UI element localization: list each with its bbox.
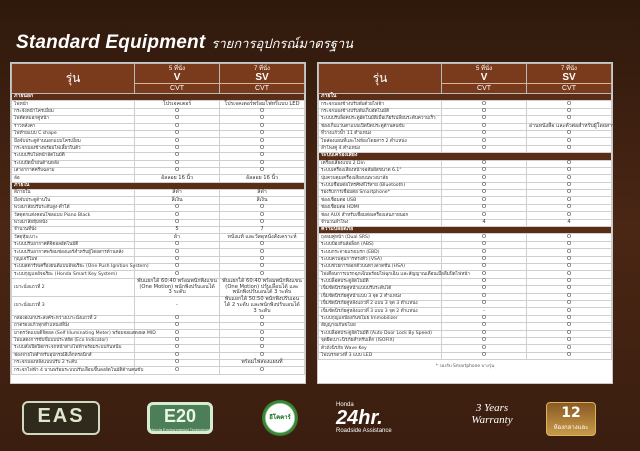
value-sv: อ่านหนังสือ และตัวต่อสำหรับผู้โดยสาร [527, 123, 612, 130]
feature-name: จำนวนที่นั่ง [12, 227, 135, 234]
feature-name: กระจกมองข้างปรับพับด้วยไฟฟ้า [319, 101, 442, 108]
value-v: O [135, 145, 220, 152]
value-v: O [135, 167, 220, 174]
value-v: O [442, 175, 527, 182]
feature-name: ระบบล็อคประตูอัตโนมัติ (Auto Door Lock By Speed) [319, 330, 442, 337]
value-v: O [135, 138, 220, 145]
section-header [319, 227, 612, 234]
feature-name: ปุ่มควบคุมเครื่องเสียงบนพวงมาลัย [319, 175, 442, 182]
value-sv: O [527, 249, 612, 256]
feature-name: เข็มขัดนิรภัยคู่หน้าแบบ 3 จุด 2 ตำแหน่ง [319, 293, 442, 300]
value-v: O [135, 271, 220, 278]
value-v: O [442, 330, 527, 337]
value-v: พับแยกได้ 60:40 พร้อมพนักพิงแขน (One Motion) พนักพิงปรับเอนได้ 3 ระดับ [135, 278, 220, 296]
twelve-number: 12 [561, 405, 581, 421]
feature-name: ระบบปัดน้ำฝนด้านหลัง [12, 160, 135, 167]
value-sv: O [527, 241, 612, 248]
table-row [319, 241, 612, 248]
value-v: O [442, 138, 527, 145]
feature-name: ไฟท้ายแบบ C shape [12, 130, 135, 137]
table-row [12, 297, 305, 315]
value-v: O [442, 249, 527, 256]
feature-name: ช่องเชื่อมต่อ HDMI [319, 204, 442, 211]
feature-name: ลำโพงคู่ 4 ตำแหน่ง [319, 145, 442, 152]
model-column-v: 5 ที่นั่ง V CVT [135, 64, 220, 94]
table-row [319, 263, 612, 270]
value-v: O [442, 130, 527, 137]
model-label: รุ่น [12, 64, 135, 94]
feature-name: ถุงลมคู่หน้า (Dual SRS) [319, 234, 442, 241]
table-row [319, 167, 612, 174]
value-v: O [442, 345, 527, 352]
value-v: - [442, 308, 527, 315]
value-v: O [442, 263, 527, 270]
value-sv: O [220, 153, 305, 160]
value-sv: O [527, 323, 612, 330]
value-sv: O [527, 256, 612, 263]
value-sv: O [527, 190, 612, 197]
e20-caption: Honda Environmental Technology [150, 427, 210, 432]
value-v: O [135, 337, 220, 344]
feature-name: ระบบกุญแจป้องกันขโมย Immobilizer [319, 315, 442, 322]
model-column-sv: 7 ที่นั่ง SV CVT [220, 64, 305, 94]
value-v: O [135, 249, 220, 256]
value-sv: O [527, 212, 612, 219]
feature-name: ไฟส่องแผนที่และไฟห้องโดยสาร 2 ตำแหน่ง [319, 138, 442, 145]
value-v: O [442, 293, 527, 300]
value-sv: O [220, 249, 305, 256]
section-header [319, 153, 612, 160]
value-sv: O [527, 138, 612, 145]
value-sv: หนังแท้ และวัสดุหนังสังเคราะห์ [220, 234, 305, 241]
feature-name: มือจับประตูด้านใน [12, 197, 135, 204]
model-column-sv: 7 ที่นั่ง SV CVT [527, 64, 612, 94]
value-sv: O [527, 175, 612, 182]
feature-name: ตัวถังนิรภัย Wave Key [319, 345, 442, 352]
value-v: O [135, 212, 220, 219]
table-row [12, 278, 305, 296]
feature-name: เครื่องเสียงแบบ 2 Din [319, 160, 442, 167]
feature-name: ระบบกุญแจอัจฉริยะ (Honda Smart Key System) [12, 271, 135, 278]
eco-car-logo: อีโคคาร์ [262, 400, 298, 436]
e20-logo-text: E20 [163, 406, 197, 426]
value-sv: O [220, 322, 305, 329]
table-row [319, 300, 612, 307]
table-row [319, 337, 612, 344]
value-v: O [135, 315, 220, 322]
feature-name: ระบบช่วยการออกตัวบนทางลาดชัน (HSA) [319, 263, 442, 270]
value-v: O [442, 204, 527, 211]
table-row [12, 153, 305, 160]
value-sv: อัลลอย 16 นิ้ว [220, 175, 305, 182]
value-v: O [442, 352, 527, 359]
feature-name: ไฟแสดงการขับขี่แบบประหยัด (Eco Indicator) [12, 337, 135, 344]
feature-name: ช่องจ่ายไฟสำหรับอุปกรณ์อิเล็กทรอนิกส์ [12, 352, 135, 359]
section-header [319, 94, 612, 101]
feature-name: ระบบล็อคประตูอัตโนมัติ [319, 278, 442, 285]
feature-name: ระบบสตาร์ทเครื่องยนต์แบบอัจฉริยะ (One Push Ignition System) [12, 263, 135, 270]
logo-strip [0, 398, 640, 442]
value-v: O [442, 108, 527, 115]
feature-name: สัญญาณกันขโมย [319, 323, 442, 330]
table-row [12, 116, 305, 123]
value-sv: O [527, 197, 612, 204]
feature-name: เบาะนั่งแถวที่ 2 [12, 278, 135, 296]
value-sv: O [527, 108, 612, 115]
feature-name: รองรับการเชื่อมต่อ Smartphone* [319, 190, 442, 197]
table-row [319, 204, 612, 211]
value-sv: O [527, 337, 612, 344]
feature-name: ระบบเชื่อมต่อโทรศัพท์ไร้สาย (Bluetooth) [319, 182, 442, 189]
feature-name: กุญแจรีโมท [12, 256, 135, 263]
value-sv: O [527, 345, 612, 352]
feature-name: ระบบปรับไฟหน้าอัตโนมัติ [12, 153, 135, 160]
feature-name: ระบบปรับล็อคประตูอัตโนมัติเมื่อเกียร์เปลี่ยนระดับความเร็ว [319, 116, 442, 123]
feature-name: วัสดุตกแต่งคอนโซลแบบ Piano Black [12, 212, 135, 219]
eas-logo: EAS [22, 401, 100, 435]
table-row [12, 190, 305, 197]
feature-name: ล้อ [12, 175, 135, 182]
value-v: O [135, 116, 220, 123]
value-v: อัลลอย 16 นิ้ว [135, 175, 220, 182]
table-row [12, 322, 305, 329]
e20-logo [147, 402, 213, 434]
value-sv: O [527, 330, 612, 337]
value-v: สีเงิน [135, 197, 220, 204]
value-v: สีดำ [135, 190, 220, 197]
value-sv: O [220, 138, 305, 145]
value-v: O [442, 278, 527, 285]
value-sv: O [220, 145, 305, 152]
feature-name: ระบบปรับอากาศดิจิตอลอัตโนมัติ [12, 241, 135, 248]
feature-name: ระบบป้องกันล้อล็อก (ABS) [319, 241, 442, 248]
value-sv: O [527, 167, 612, 174]
footnote: * รองรับ Smartphone บางรุ่น [435, 364, 495, 370]
feature-name: ไฟตัดหมอกคู่หน้า [12, 116, 135, 123]
table-row [12, 249, 305, 256]
model-label: รุ่น [319, 64, 442, 94]
value-sv: O [527, 130, 612, 137]
feature-name: กระจกมองข้างพร้อมไฟเลี้ยวในตัว [12, 145, 135, 152]
value-v: O [135, 330, 220, 337]
value-sv: O [527, 116, 612, 123]
value-sv: O [220, 271, 305, 278]
value-v: O [442, 197, 527, 204]
table-row [319, 352, 612, 359]
feature-name: ระบบสั่งเปิดปิดกระจกหน้าต่างไฟฟ้าพร้อมระบบกันหนีบ [12, 345, 135, 352]
value-sv: O [527, 204, 612, 211]
feature-name: ไฟหน้า [12, 101, 135, 108]
value-v: 5 [135, 227, 220, 234]
feature-name: จำนวนลำโพง [319, 219, 442, 226]
value-sv: โปรเจคเตอร์พร้อมไฟหรี่แบบ LED [220, 101, 305, 108]
roadside-assistance-logo [336, 402, 436, 434]
value-sv: O [220, 256, 305, 263]
feature-name: ช่องเชื่อมต่อ USB [319, 197, 442, 204]
page-title: Standard Equipment [16, 32, 206, 53]
value-sv: O [220, 241, 305, 248]
table-row [12, 263, 305, 270]
value-v: O [135, 130, 220, 137]
value-v: O [135, 345, 220, 352]
feature-name: ระบบกระจายแรงเบรก (EBD) [319, 249, 442, 256]
value-sv: O [527, 308, 612, 315]
value-sv: O [220, 263, 305, 270]
value-sv: O [220, 160, 305, 167]
feature-name: เข็มขัดนิรภัยคู่หลังแถวที่ 2 แบบ 3 จุด 3 ตำแหน่ง [319, 300, 442, 307]
value-v: O [442, 145, 527, 152]
model-column-v: 5 ที่นั่ง V CVT [442, 64, 527, 94]
section-title: ภายใน [12, 182, 305, 189]
table-row [12, 227, 305, 234]
table-row [12, 359, 305, 366]
table-row [12, 241, 305, 248]
value-sv: 4 [527, 219, 612, 226]
table-row [319, 145, 612, 152]
value-v: O [442, 300, 527, 307]
value-v: O [442, 116, 527, 123]
value-v: 4 [442, 219, 527, 226]
value-sv: O [527, 278, 612, 285]
twelve-caption: ห้องกลางและ [553, 424, 589, 431]
value-sv: O [220, 337, 305, 344]
table-row [319, 286, 612, 293]
value-sv: O [527, 286, 612, 293]
feature-name: กระจกไฟฟ้า 4 บานพร้อมระบบปรับเลื่อนขึ้นลงอัตโนมัติด้านคนขับ [12, 367, 135, 374]
feature-name: กระจกมองข้างปรับพับเก็บอัตโนมัติ [319, 108, 442, 115]
value-v: O [135, 352, 220, 359]
value-v: O [135, 367, 220, 374]
value-sv: O [527, 182, 612, 189]
feature-name: กระจังหน้าโครเมี่ยม [12, 108, 135, 115]
value-v: O [135, 256, 220, 263]
feature-name: ช่อง AUX สำหรับเชื่อมต่อเครื่องเล่นภายนอก [319, 212, 442, 219]
value-v: - [135, 297, 220, 315]
value-v: O [442, 190, 527, 197]
value-sv: O [527, 300, 612, 307]
value-v: O [442, 123, 527, 130]
feature-name: ไฟเตือนการเบรกฉุกเฉินพร้อมไฟฉุกเฉิน และสัญญาณเตือนเมื่อลืมปิดไฟหน้า [319, 271, 442, 278]
table-row [12, 175, 305, 182]
value-sv: สีดำ [220, 190, 305, 197]
value-v: O [135, 359, 220, 366]
value-sv: O [220, 345, 305, 352]
table-row [319, 219, 612, 226]
twelve-logo [546, 402, 596, 436]
roadside-hours: 24hr. [336, 407, 383, 429]
table-row [319, 323, 612, 330]
value-v: O [442, 256, 527, 263]
table-row [12, 130, 305, 137]
value-v: O [442, 167, 527, 174]
feature-name: จุดยึดเบาะนิรภัยสำหรับเด็ก (ISOFIX) [319, 337, 442, 344]
feature-name: มือจับประตูด้านนอกแบบโครเมี่ยม [12, 138, 135, 145]
value-v: O [135, 123, 220, 130]
value-sv: O [220, 352, 305, 359]
value-sv: พับแยกได้ 50:50 พนักพิงปรับเอนได้ 2 ระดับ และพนักพิงปรับเอนได้ 3 ระดับ [220, 297, 305, 315]
value-sv: O [527, 145, 612, 152]
warranty-logo: 3 Years Warranty [471, 402, 513, 426]
value-v: O [442, 241, 527, 248]
value-sv: O [220, 212, 305, 219]
value-sv: O [527, 160, 612, 167]
value-v: O [135, 263, 220, 270]
feature-name: สีภายใน [12, 190, 135, 197]
value-sv: O [527, 234, 612, 241]
page-subtitle: รายการอุปกรณ์มาตรฐาน [211, 35, 354, 51]
value-v: O [442, 160, 527, 167]
value-v: ผ้า [135, 234, 220, 241]
table-row [12, 345, 305, 352]
value-sv: O [527, 315, 612, 322]
value-v: O [442, 212, 527, 219]
table-row [319, 130, 612, 137]
value-sv: O [220, 315, 305, 322]
value-v: O [442, 234, 527, 241]
value-sv: O [220, 167, 305, 174]
feature-name: ระบบควบคุมการทรงตัว (VSA) [319, 256, 442, 263]
value-sv: O [527, 293, 612, 300]
value-v: O [135, 153, 220, 160]
left-spec-table [10, 62, 306, 384]
value-sv: สีเงิน [220, 197, 305, 204]
table-row [12, 167, 305, 174]
feature-name: เข็มขัดนิรภัยคู่หลังแถวที่ 3 แบบ 3 จุด 2 ตำแหน่ง [319, 308, 442, 315]
feature-name: ระบบเครื่องเสียงหน้าจอสัมผัสขนาด 6.1" [319, 167, 442, 174]
value-sv: O [220, 116, 305, 123]
section-title: ภายใน [319, 94, 612, 101]
roadside-brand: Honda [336, 402, 354, 408]
right-spec-table [317, 62, 613, 384]
value-v: O [135, 219, 220, 226]
feature-name: พวงมาลัยหุ้มหนัง [12, 219, 135, 226]
section-title: ความปลอดภัย [319, 227, 612, 234]
table-row [319, 190, 612, 197]
header-bar [0, 28, 640, 58]
value-v: O [135, 204, 220, 211]
value-v: O [135, 241, 220, 248]
value-v: O [135, 322, 220, 329]
value-v: O [442, 182, 527, 189]
feature-name: กระจกมองหลังแบบปรับ 2 ระดับ [12, 359, 135, 366]
value-sv: O [220, 123, 305, 130]
value-sv: O [527, 263, 612, 270]
table-row [319, 116, 612, 123]
value-sv: พับแยกได้ 60:40 พร้อมพนักพิงแขน (One Motion) ปรับเลื่อนได้ และพนักพิงปรับเอนได้ 3 ระดับ [220, 278, 305, 296]
feature-name: ที่วางแก้วน้ำ 11 ตำแหน่ง [319, 130, 442, 137]
value-sv: O [220, 367, 305, 374]
value-sv: O [220, 330, 305, 337]
value-sv: 7 [220, 227, 305, 234]
value-v: O [442, 271, 527, 278]
feature-name: เสาอากาศครีบฉลาม [12, 167, 135, 174]
table-row [319, 249, 612, 256]
value-sv: O [220, 108, 305, 115]
section-header [12, 94, 305, 101]
roadside-label: Roadside Assistance [336, 428, 392, 434]
feature-name: ไฟเบรกดวงที่ 3 แบบ LED [319, 352, 442, 359]
section-title: ภายนอก [12, 94, 305, 101]
value-v: O [442, 101, 527, 108]
section-title: ระบบเครื่องเสียง [319, 153, 612, 160]
value-sv: O [527, 352, 612, 359]
value-sv: O [527, 271, 612, 278]
feature-name: มาตรวัดแบบดิจิตอล (Self Illuminating Meter) พร้อมจอแสดงผล MID [12, 330, 135, 337]
value-sv: พร้อมไฟส่องแผนที่ [220, 359, 305, 366]
value-sv: O [220, 204, 305, 211]
table-row [12, 204, 305, 211]
value-v: O [442, 323, 527, 330]
feature-name: ถาดรองแก้วทุกตำแหน่งที่นั่ง [12, 322, 135, 329]
value-v: O [135, 108, 220, 115]
feature-name: ช่องเก็บแว่นตาแบบเปิดปิดประตูด้านคนขับ [319, 123, 442, 130]
table-row [12, 367, 305, 374]
value-v: O [135, 160, 220, 167]
value-v: O [442, 286, 527, 293]
feature-name: เบาะนั่งแถวที่ 3 [12, 297, 135, 315]
value-sv: O [220, 130, 305, 137]
value-sv: O [527, 101, 612, 108]
value-v: โปรเจคเตอร์ [135, 101, 220, 108]
value-v: O [442, 315, 527, 322]
feature-name: ราวหลังคา [12, 123, 135, 130]
feature-name: ระบบปรับอากาศพร้อมช่องแอร์สำหรับผู้โดยสารด้านหลัง [12, 249, 135, 256]
feature-name: กล่องอเนกประสงค์ระหว่างเบาะนั่งแถวที่ 2 [12, 315, 135, 322]
value-v: O [442, 337, 527, 344]
value-sv: O [220, 219, 305, 226]
feature-name: พวงมาลัยปรับระดับสูง-ต่ำได้ [12, 204, 135, 211]
feature-name: เข็มขัดนิรภัยคู่หน้าแบบปรับระดับได้ [319, 286, 442, 293]
feature-name: วัสดุหุ้มเบาะ [12, 234, 135, 241]
